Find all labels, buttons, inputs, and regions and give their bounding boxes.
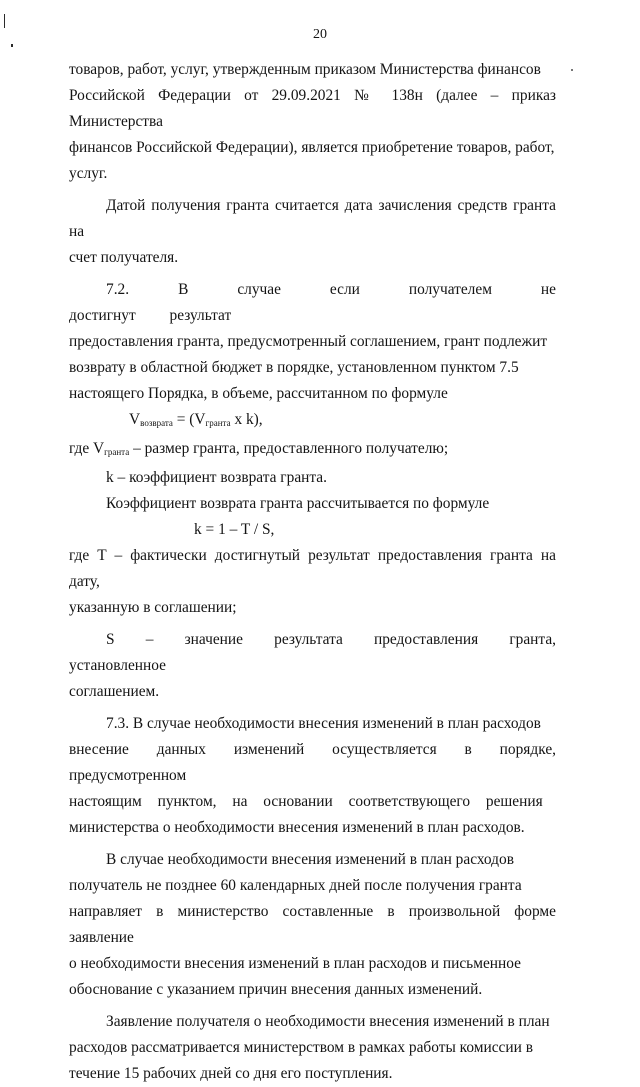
text-line: внесение данных изменений осуществляется в порядке, предусмотренном: [69, 741, 556, 784]
paragraph-7-3: [69, 711, 556, 841]
text-line: услуг.: [69, 165, 108, 182]
text-line: счет получателя.: [69, 249, 179, 266]
text-line: 7.3. В случае необходимости внесения изменений в план расходов: [106, 715, 541, 732]
paragraph: [69, 847, 556, 1003]
text-line: обоснование с указанием причин внесения данных изменений.: [69, 981, 483, 998]
text-line: где $V_{гранта}$ – размер гранта, предоставленного получателю;: [69, 440, 449, 457]
text-line: возврату в областной бюджет в порядке, установленном пунктом 7.5: [69, 359, 519, 376]
text-line: настоящего Порядка, в объеме, рассчитанном по формуле: [69, 385, 448, 402]
text-line: k – коэффициент возврата гранта.: [106, 469, 327, 486]
formula-refund: $V_{возврата} = (V_{гранта}$ x k),: [129, 411, 263, 428]
text-line: предоставления гранта, предусмотренный соглашением, грант подлежит: [69, 333, 548, 350]
document-body: [69, 57, 556, 1087]
text-line: S – значение результата предоставления гранта, установленное: [69, 631, 556, 674]
text-line: финансов Российской Федерации), является приобретение товаров, работ,: [69, 139, 555, 156]
paragraph: [69, 57, 556, 187]
page-number: 20: [313, 27, 327, 42]
text-line: В случае необходимости внесения изменений в план расходов: [106, 851, 514, 868]
text-line: министерства о необходимости внесения изменений в план расходов.: [69, 819, 525, 836]
text-line: получатель не позднее 60 календарных дней после получения гранта: [69, 877, 522, 894]
paragraph: [69, 1009, 556, 1087]
scan-artifact: [11, 44, 13, 47]
text-line: Российской Федерации от 29.09.2021 № 138н (далее – приказ Министерства: [69, 87, 556, 130]
text-line: товаров, работ, услуг, утвержденным приказом Министерства финансов: [69, 61, 541, 78]
text-line: 7.2. В случае если получателем не достигнут результат: [69, 281, 556, 324]
text-line: Коэффициент возврата гранта рассчитывается по формуле: [106, 495, 490, 512]
paragraph: [69, 193, 556, 271]
text-line: Заявление получателя о необходимости внесения изменений в план: [106, 1013, 550, 1030]
formula-coefficient: k = 1 – T / S,: [194, 521, 275, 538]
text-line: настоящим пунктом, на основании соответствующего решения: [69, 793, 543, 810]
scan-artifact: [571, 69, 573, 71]
paragraph: [69, 627, 556, 705]
text-line: расходов рассматривается министерством в рамках работы комиссии в: [69, 1039, 533, 1056]
scan-artifact: [4, 14, 5, 28]
text-line: соглашением.: [69, 683, 160, 700]
text-line: течение 15 рабочих дней со дня его поступления.: [69, 1065, 393, 1082]
text-line: о необходимости внесения изменений в план расходов и письменное: [69, 955, 521, 972]
text-line: Датой получения гранта считается дата зачисления средств гранта на: [69, 197, 556, 240]
paragraph-7-2: [69, 277, 556, 407]
text-line: направляет в министерство составленные в произвольной форме заявление: [69, 903, 556, 946]
text-line: где T – фактически достигнутый результат предоставления гранта на дату,: [69, 547, 556, 590]
text-line: указанную в соглашении;: [69, 599, 237, 616]
paragraph: [69, 543, 556, 621]
